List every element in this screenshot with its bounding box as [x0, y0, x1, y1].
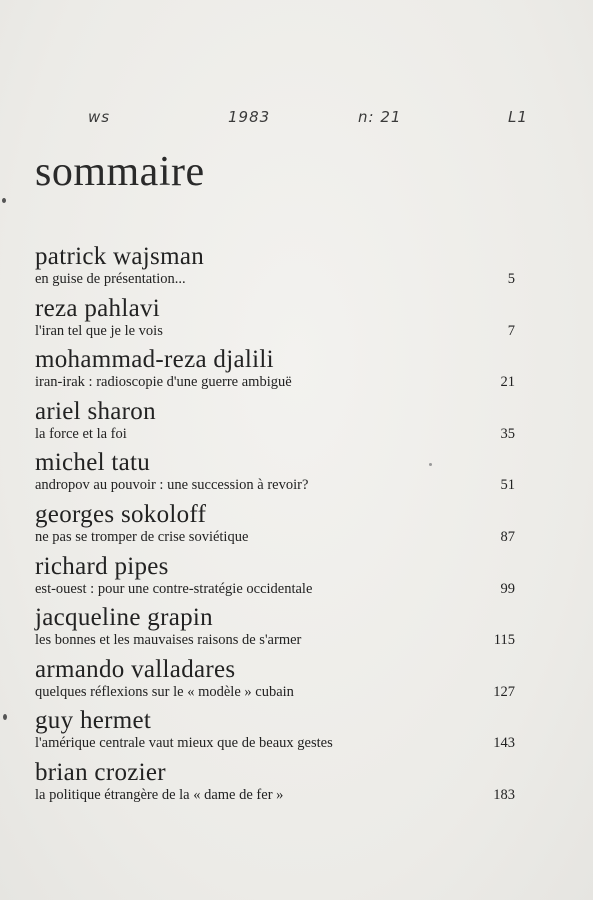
- entry-title: les bonnes et les mauvaises raisons de s'armer: [35, 632, 302, 649]
- entry-page-number: 115: [493, 632, 515, 649]
- entry-page-number: 35: [500, 425, 515, 442]
- entry-author: michel tatu: [35, 449, 151, 477]
- entry-author: jacqueline grapin: [35, 604, 213, 632]
- entry-page-number: 99: [500, 580, 515, 597]
- entry-author: brian crozier: [35, 758, 166, 786]
- toc-entry: [35, 656, 515, 708]
- entry-title: est-ouest : pour une contre-stratégie occidentale: [35, 580, 313, 597]
- toc-entry: [35, 398, 515, 450]
- entry-line: [35, 631, 515, 649]
- toc-entry: [35, 346, 515, 398]
- entry-title: l'iran tel que je le vois: [35, 322, 163, 339]
- entry-author: georges sokoloff: [35, 500, 207, 528]
- entry-page-number: 21: [500, 374, 515, 391]
- entry-author: patrick wajsman: [35, 243, 205, 270]
- handwritten-note-left: ws: [88, 108, 111, 126]
- entry-page-number: 51: [500, 477, 515, 494]
- entry-page-number: 143: [493, 735, 515, 752]
- scan-speck: [2, 198, 6, 203]
- entry-page-number: 127: [493, 683, 515, 700]
- entry-page-number: 87: [500, 528, 515, 545]
- entry-title: la force et la foi: [35, 425, 127, 442]
- toc-entry: [35, 707, 515, 759]
- handwritten-note-year: 1983: [228, 108, 271, 126]
- entry-line: [35, 373, 515, 391]
- toc-entry: [35, 295, 515, 347]
- entry-author: ariel sharon: [35, 397, 156, 425]
- entry-title: quelques réflexions sur le « modèle » cubain: [35, 683, 294, 700]
- entry-line: [35, 786, 515, 804]
- entry-line: [35, 270, 515, 288]
- toc-entry: [35, 759, 515, 811]
- toc-entry: [35, 604, 515, 656]
- entry-title: ne pas se tromper de crise soviétique: [35, 528, 249, 545]
- toc-entry: [35, 449, 515, 501]
- scan-speck: [3, 714, 7, 720]
- page-title: sommaire: [35, 149, 205, 195]
- entry-line: [35, 476, 515, 494]
- entry-author: reza pahlavi: [35, 294, 161, 322]
- handwritten-note-number: n: 21: [358, 108, 402, 126]
- handwritten-note-right: L1: [508, 108, 528, 126]
- entry-page-number: 7: [507, 322, 515, 339]
- entry-line: [35, 425, 515, 443]
- toc-entry: [35, 243, 515, 295]
- scan-speck: [429, 463, 432, 466]
- entry-line: [35, 683, 515, 701]
- entry-title: iran-irak : radioscopie d'une guerre ambiguë: [35, 374, 292, 391]
- toc-entry: [35, 501, 515, 553]
- entry-page-number: 183: [493, 786, 515, 803]
- entry-line: [35, 322, 515, 340]
- entry-line: [35, 734, 515, 752]
- entry-title: en guise de présentation...: [35, 271, 186, 287]
- entry-page-number: 5: [507, 271, 515, 287]
- entry-line: [35, 580, 515, 598]
- entry-title: l'amérique centrale vaut mieux que de beaux gestes: [35, 735, 333, 752]
- entry-author: richard pipes: [35, 552, 169, 580]
- entry-title: andropov au pouvoir : une succession à revoir?: [35, 477, 309, 494]
- entry-author: mohammad-reza djalili: [35, 346, 274, 374]
- entry-line: [35, 528, 515, 546]
- entry-title: la politique étrangère de la « dame de fer »: [35, 786, 284, 803]
- toc-entry: [35, 553, 515, 605]
- table-of-contents: [35, 243, 515, 811]
- entry-author: armando valladares: [35, 655, 236, 683]
- entry-author: guy hermet: [35, 707, 152, 735]
